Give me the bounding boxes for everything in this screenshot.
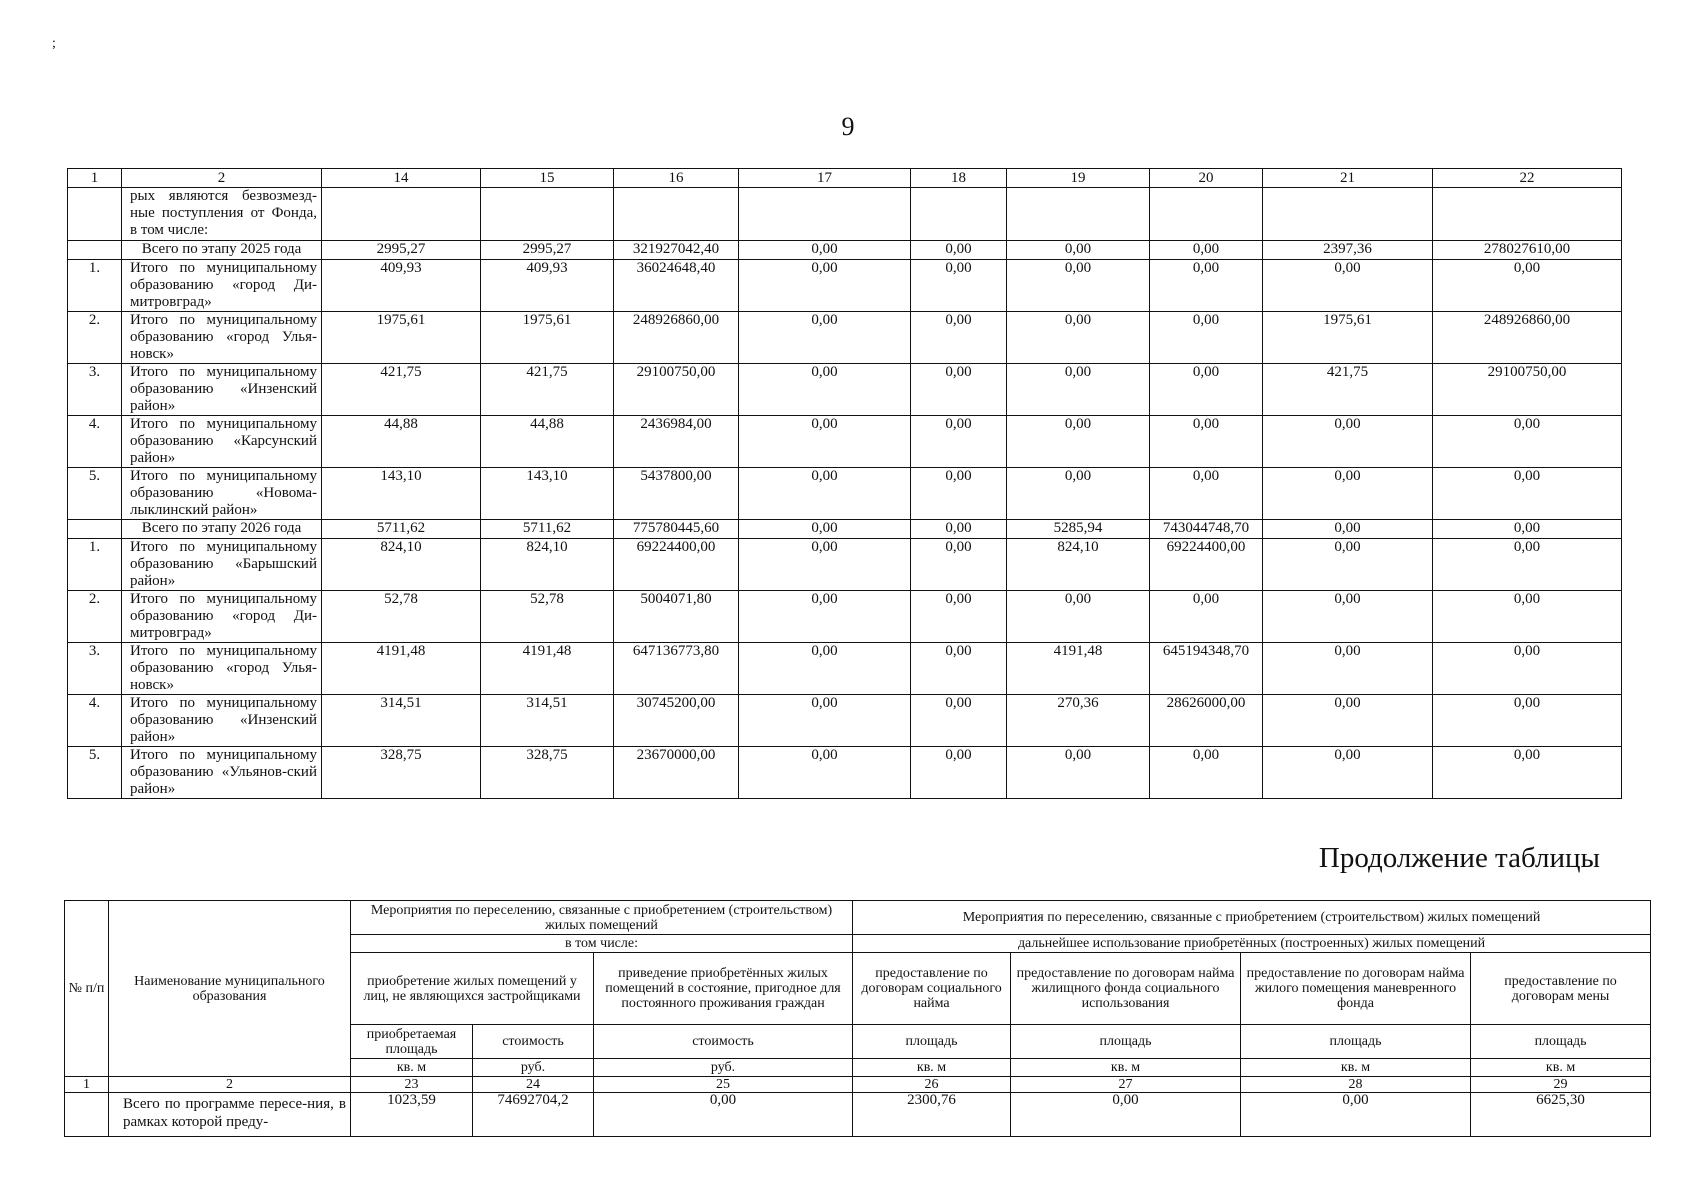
index-row	[65, 1077, 1651, 1093]
value-cell: 0,00	[1433, 747, 1622, 799]
value-cell: 824,10	[322, 539, 481, 591]
municipality-name: Итого по муниципальному образованию «город Ди-митровград»	[122, 260, 322, 312]
value-cell: 0,00	[739, 643, 911, 695]
value-cell: 645194348,70	[1150, 643, 1263, 695]
value-cell: 4191,48	[1007, 643, 1150, 695]
column-index-cell: 16	[614, 169, 739, 188]
municipality-row	[68, 364, 1622, 416]
municipality-row	[68, 260, 1622, 312]
value-cell: 0,00	[1150, 416, 1263, 468]
value-cell: 5004071,80	[614, 591, 739, 643]
top-data-table	[67, 168, 1622, 799]
value-cell: 2300,76	[853, 1093, 1011, 1137]
corner-mark: ;	[52, 36, 56, 51]
intro-row	[68, 188, 1622, 241]
column-index-cell: 19	[1007, 169, 1150, 188]
page-number: 9	[841, 112, 855, 141]
unit-cell: кв. м	[1241, 1059, 1471, 1077]
value-cell: 2436984,00	[614, 416, 739, 468]
value-cell: 0,00	[1150, 747, 1263, 799]
value-cell: 23670000,00	[614, 747, 739, 799]
value-cell: 328,75	[322, 747, 481, 799]
municipality-row	[68, 695, 1622, 747]
stage-total-row	[68, 520, 1622, 539]
value-cell: 0,00	[739, 695, 911, 747]
column-index-cell: 20	[1150, 169, 1263, 188]
value-cell: 0,00	[911, 416, 1007, 468]
value-cell: 0,00	[1241, 1093, 1471, 1137]
value-cell: 0,00	[911, 364, 1007, 416]
row-number	[68, 241, 122, 260]
value-cell: 6625,30	[1471, 1093, 1651, 1137]
value-cell: 5711,62	[481, 520, 614, 539]
value-cell: 0,00	[739, 260, 911, 312]
intro-text: рых являются безвозмезд-ные поступления от Фонда, в том числе:	[122, 188, 322, 241]
municipality-name: Итого по муниципальному образованию «город Ди-митровград»	[122, 591, 322, 643]
value-cell: 314,51	[322, 695, 481, 747]
unit-cell: руб.	[594, 1059, 853, 1077]
row-number	[68, 520, 122, 539]
index-cell: 1	[65, 1077, 109, 1093]
row-number: 2.	[68, 591, 122, 643]
value-cell: 0,00	[1011, 1093, 1241, 1137]
municipality-row	[68, 747, 1622, 799]
value-cell: 4191,48	[322, 643, 481, 695]
value-cell: 0,00	[1263, 260, 1433, 312]
unit-cell: кв. м	[853, 1059, 1011, 1077]
municipality-name: Итого по муниципальному образованию «Новома-лыклинский район»	[122, 468, 322, 520]
empty-cell	[68, 188, 122, 241]
value-cell: 0,00	[1007, 241, 1150, 260]
header-group-1: Мероприятия по переселению, связанные с приобретением (строительством) жилых помещений	[351, 901, 853, 935]
value-cell: 0,00	[1433, 416, 1622, 468]
unit-cell: кв. м	[351, 1059, 473, 1077]
value-cell: 0,00	[1007, 747, 1150, 799]
value-cell: 52,78	[481, 591, 614, 643]
column-index-cell: 1	[68, 169, 122, 188]
value-cell: 248926860,00	[1433, 312, 1622, 364]
value-cell: 0,00	[1150, 364, 1263, 416]
value-cell: 0,00	[1433, 695, 1622, 747]
row-number: 4.	[68, 416, 122, 468]
value-cell: 2995,27	[322, 241, 481, 260]
row-number: 5.	[68, 468, 122, 520]
municipality-name: Итого по муниципальному образованию «город Улья-новск»	[122, 643, 322, 695]
value-cell: 0,00	[911, 241, 1007, 260]
value-cell: 0,00	[739, 468, 911, 520]
value-cell: 28626000,00	[1150, 695, 1263, 747]
value-cell: 278027610,00	[1433, 241, 1622, 260]
value-cell: 0,00	[911, 695, 1007, 747]
municipality-row	[68, 312, 1622, 364]
value-cell: 0,00	[1007, 416, 1150, 468]
value-cell: 5437800,00	[614, 468, 739, 520]
header-acquired-area: приобретаемая площадь	[351, 1025, 473, 1059]
row-number: 4.	[68, 695, 122, 747]
municipality-row	[68, 539, 1622, 591]
value-cell: 409,93	[322, 260, 481, 312]
municipality-row	[68, 416, 1622, 468]
value-cell: 248926860,00	[614, 312, 739, 364]
header-municipality-name: Наименование муниципального образования	[109, 901, 351, 1077]
value-cell: 2397,36	[1263, 241, 1433, 260]
value-cell: 5285,94	[1007, 520, 1150, 539]
value-cell: 421,75	[322, 364, 481, 416]
header-cost: стоимость	[594, 1025, 853, 1059]
municipality-row	[68, 591, 1622, 643]
unit-cell: руб.	[473, 1059, 594, 1077]
index-cell: 23	[351, 1077, 473, 1093]
stage-total-name: Всего по этапу 2026 года	[122, 520, 322, 539]
row-number: 3.	[68, 364, 122, 416]
unit-cell: кв. м	[1471, 1059, 1651, 1077]
value-cell: 0,00	[739, 539, 911, 591]
column-index-cell: 18	[911, 169, 1007, 188]
value-cell: 0,00	[911, 643, 1007, 695]
column-index-row	[68, 169, 1622, 188]
value-cell: 1975,61	[322, 312, 481, 364]
value-cell: 29100750,00	[1433, 364, 1622, 416]
value-cell: 0,00	[1263, 591, 1433, 643]
continuation-table	[64, 900, 1651, 1137]
value-cell: 0,00	[1263, 747, 1433, 799]
value-cell: 0,00	[911, 312, 1007, 364]
header-group-2: Мероприятия по переселению, связанные с приобретением (строительством) жилых помещений	[853, 901, 1651, 935]
column-index-cell: 21	[1263, 169, 1433, 188]
value-cell: 0,00	[911, 591, 1007, 643]
value-cell: 74692704,2	[473, 1093, 594, 1137]
municipality-name: Итого по муниципальному образованию «город Улья-новск»	[122, 312, 322, 364]
index-cell: 28	[1241, 1077, 1471, 1093]
header-renovation: приведение приобретённых жилых помещений в состояние, пригодное для постоянного проживания граждан	[594, 953, 853, 1025]
header-area: площадь	[1471, 1025, 1651, 1059]
value-cell: 5711,62	[322, 520, 481, 539]
value-cell: 0,00	[1007, 312, 1150, 364]
value-cell: 270,36	[1007, 695, 1150, 747]
index-cell: 27	[1011, 1077, 1241, 1093]
value-cell: 4191,48	[481, 643, 614, 695]
empty-cell	[65, 1093, 109, 1137]
value-cell: 0,00	[1007, 591, 1150, 643]
value-cell: 0,00	[739, 312, 911, 364]
value-cell: 52,78	[322, 591, 481, 643]
value-cell: 0,00	[1433, 468, 1622, 520]
value-cell: 0,00	[1263, 520, 1433, 539]
value-cell: 0,00	[1433, 591, 1622, 643]
value-cell: 29100750,00	[614, 364, 739, 416]
value-cell: 44,88	[481, 416, 614, 468]
value-cell: 0,00	[1007, 364, 1150, 416]
value-cell: 0,00	[1433, 520, 1622, 539]
value-cell: 143,10	[322, 468, 481, 520]
header-including: в том числе:	[351, 935, 853, 953]
value-cell: 143,10	[481, 468, 614, 520]
municipality-row	[68, 643, 1622, 695]
stage-total-name: Всего по этапу 2025 года	[122, 241, 322, 260]
value-cell: 0,00	[1263, 416, 1433, 468]
header-area: площадь	[1011, 1025, 1241, 1059]
value-cell: 0,00	[911, 539, 1007, 591]
value-cell: 421,75	[481, 364, 614, 416]
value-cell: 0,00	[911, 468, 1007, 520]
value-cell: 0,00	[739, 364, 911, 416]
header-exchange: предоставление по договорам мены	[1471, 953, 1651, 1025]
municipality-name: Итого по муниципальному образованию «Ульянов-ский район»	[122, 747, 322, 799]
row-number: 1.	[68, 539, 122, 591]
column-index-cell: 17	[739, 169, 911, 188]
index-cell: 2	[109, 1077, 351, 1093]
value-cell: 0,00	[1263, 643, 1433, 695]
unit-cell: кв. м	[1011, 1059, 1241, 1077]
row-number: 1.	[68, 260, 122, 312]
value-cell: 0,00	[1263, 695, 1433, 747]
value-cell: 0,00	[1150, 591, 1263, 643]
value-cell: 36024648,40	[614, 260, 739, 312]
value-cell: 328,75	[481, 747, 614, 799]
value-cell: 321927042,40	[614, 241, 739, 260]
row-number: 3.	[68, 643, 122, 695]
header-cost: стоимость	[473, 1025, 594, 1059]
value-cell: 2995,27	[481, 241, 614, 260]
value-cell: 0,00	[1433, 643, 1622, 695]
municipality-name: Итого по муниципальному образованию «Карсунский район»	[122, 416, 322, 468]
stage-total-row	[68, 241, 1622, 260]
value-cell: 1023,59	[351, 1093, 473, 1137]
value-cell: 0,00	[911, 260, 1007, 312]
index-cell: 26	[853, 1077, 1011, 1093]
value-cell: 1975,61	[1263, 312, 1433, 364]
value-cell: 69224400,00	[614, 539, 739, 591]
value-cell: 314,51	[481, 695, 614, 747]
column-index-cell: 15	[481, 169, 614, 188]
value-cell: 0,00	[739, 520, 911, 539]
value-cell: 824,10	[1007, 539, 1150, 591]
row-number: 5.	[68, 747, 122, 799]
municipality-name: Итого по муниципальному образованию «Инзенский район»	[122, 695, 322, 747]
index-cell: 29	[1471, 1077, 1651, 1093]
index-cell: 25	[594, 1077, 853, 1093]
header-area: площадь	[1241, 1025, 1471, 1059]
municipality-name: Итого по муниципальному образованию «Барышский район»	[122, 539, 322, 591]
value-cell: 0,00	[1007, 260, 1150, 312]
row-number: 2.	[68, 312, 122, 364]
header-area: площадь	[853, 1025, 1011, 1059]
value-cell: 0,00	[1007, 468, 1150, 520]
municipality-name: Итого по муниципальному образованию «Инзенский район»	[122, 364, 322, 416]
value-cell: 69224400,00	[1150, 539, 1263, 591]
column-index-cell: 22	[1433, 169, 1622, 188]
value-cell: 44,88	[322, 416, 481, 468]
value-cell: 0,00	[739, 416, 911, 468]
value-cell: 0,00	[1150, 468, 1263, 520]
header-social-use-fund: предоставление по договорам найма жилищного фонда социального использования	[1011, 953, 1241, 1025]
value-cell: 0,00	[739, 591, 911, 643]
header-maneuver-fund: предоставление по договорам найма жилого помещения маневренного фонда	[1241, 953, 1471, 1025]
index-cell: 24	[473, 1077, 594, 1093]
value-cell: 0,00	[1150, 241, 1263, 260]
header-acquisition: приобретение жилых помещений у лиц, не являющихся застройщиками	[351, 953, 594, 1025]
value-cell: 0,00	[739, 747, 911, 799]
column-index-cell: 14	[322, 169, 481, 188]
value-cell: 421,75	[1263, 364, 1433, 416]
value-cell: 743044748,70	[1150, 520, 1263, 539]
value-cell: 0,00	[1150, 312, 1263, 364]
value-cell: 0,00	[1150, 260, 1263, 312]
municipality-row	[68, 468, 1622, 520]
header-further-use: дальнейшее использование приобретённых (построенных) жилых помещений	[853, 935, 1651, 953]
value-cell: 824,10	[481, 539, 614, 591]
header-social-rent: предоставление по договорам социального найма	[853, 953, 1011, 1025]
value-cell: 0,00	[1433, 260, 1622, 312]
value-cell: 0,00	[1433, 539, 1622, 591]
continuation-title: Продолжение таблицы	[1318, 842, 1600, 874]
value-cell: 0,00	[739, 241, 911, 260]
value-cell: 647136773,80	[614, 643, 739, 695]
value-cell: 775780445,60	[614, 520, 739, 539]
value-cell: 30745200,00	[614, 695, 739, 747]
program-total-row	[65, 1093, 1651, 1137]
value-cell: 0,00	[594, 1093, 853, 1137]
value-cell: 0,00	[1263, 539, 1433, 591]
value-cell: 409,93	[481, 260, 614, 312]
header-number: № п/п	[65, 901, 109, 1077]
value-cell: 0,00	[911, 520, 1007, 539]
program-total-name: Всего по программе пересе-ния, в рамках которой преду-	[109, 1093, 351, 1137]
value-cell: 0,00	[1263, 468, 1433, 520]
value-cell: 0,00	[911, 747, 1007, 799]
column-index-cell: 2	[122, 169, 322, 188]
value-cell: 1975,61	[481, 312, 614, 364]
